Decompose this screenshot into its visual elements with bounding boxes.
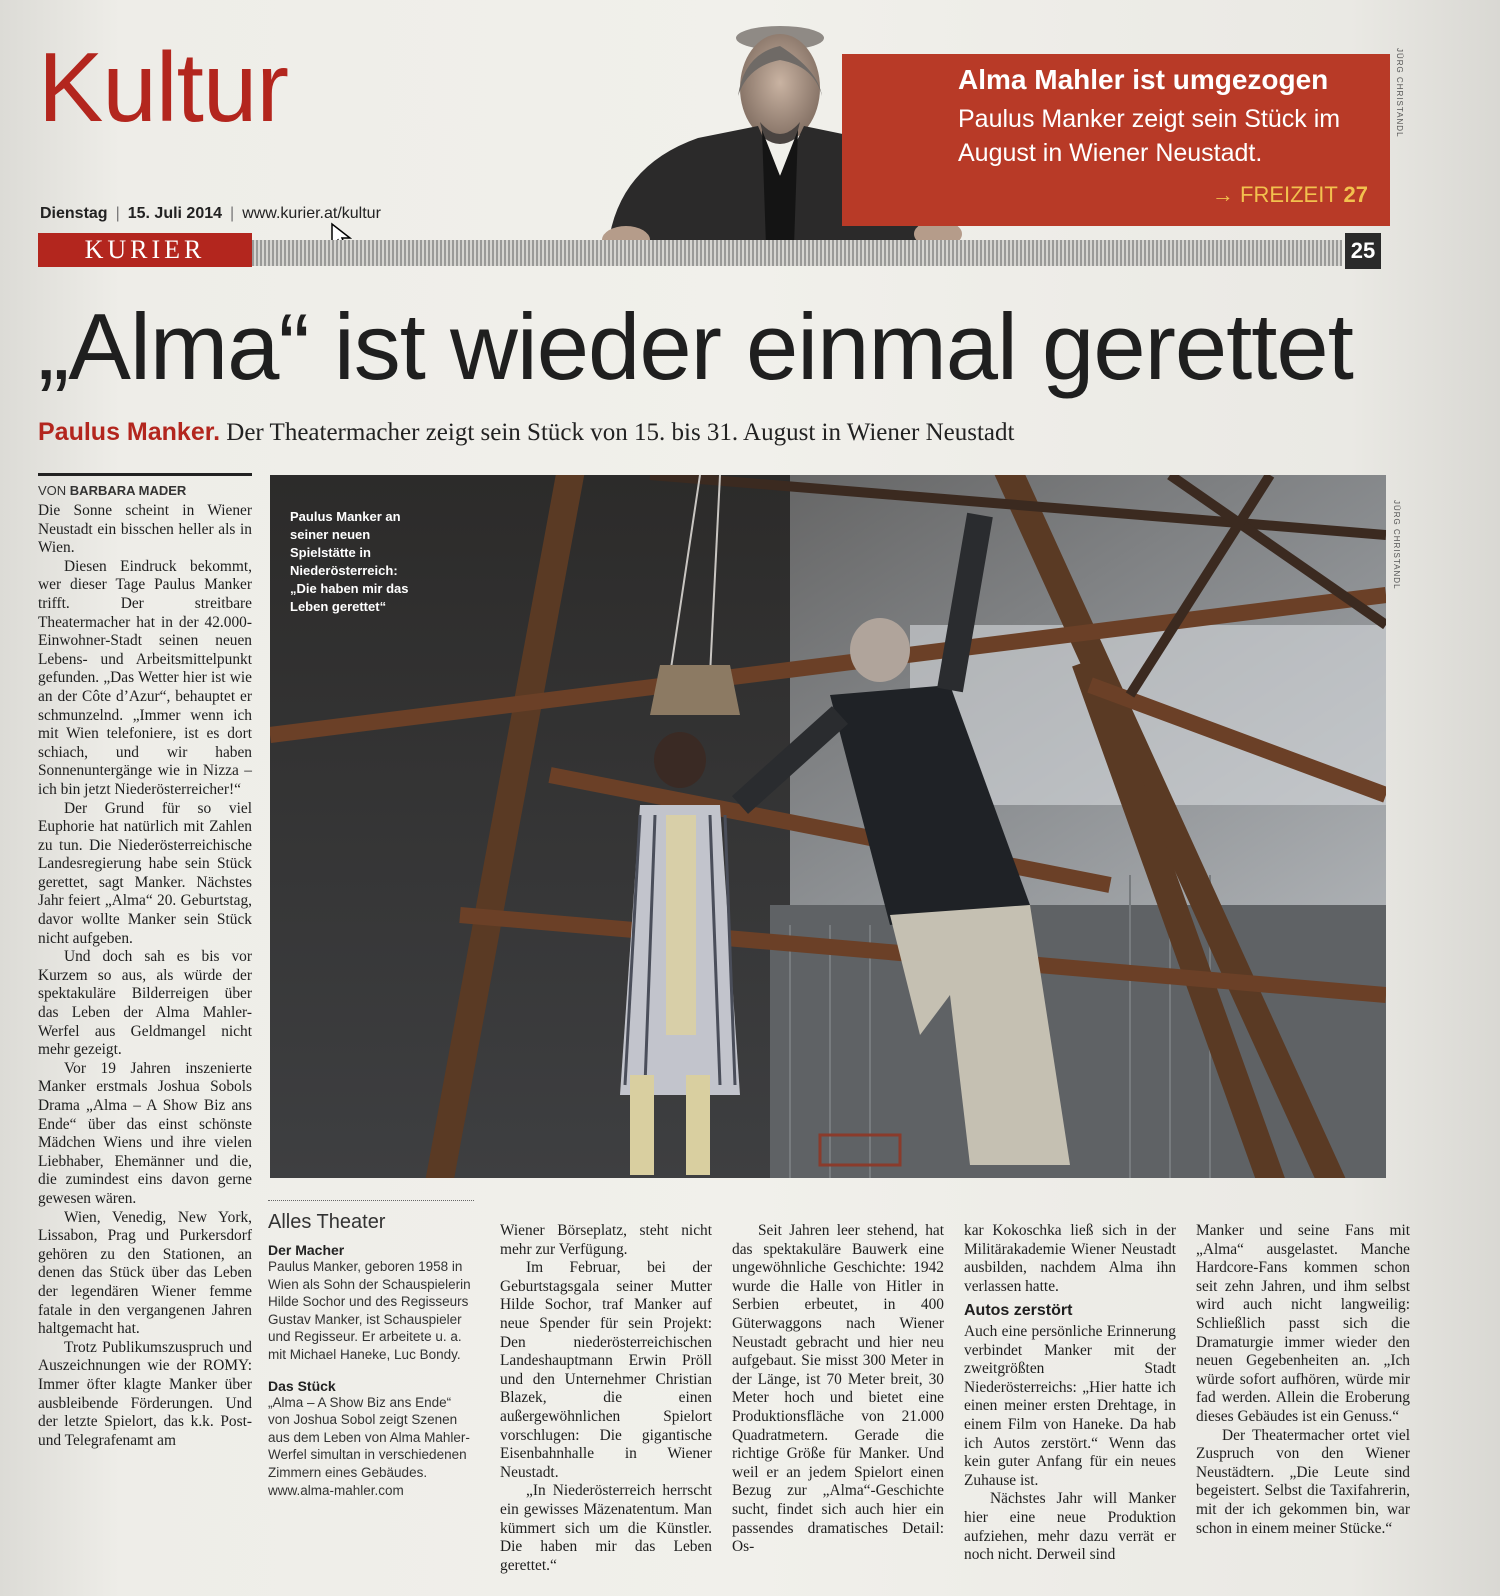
info-box-heading: Das Stück xyxy=(268,1377,336,1394)
paragraph: „In Niederösterreich herrscht ein gewisses Mäzenatentum. Man kümmert sich um die Künstler. Die haben mir das Leben gerettet.“ xyxy=(500,1482,712,1574)
teaser-page-reference[interactable] xyxy=(1212,182,1368,208)
teaser-title: Alma Mahler ist umgezogen xyxy=(958,64,1329,95)
paragraph: Trotz Publikumszuspruch und Auszeichnungen wie der ROMY: Immer öfter klagte Manker über ausbleibende Förderungen. Und der letzte Spielort, das k.k. Post- und Telegrafenamt am xyxy=(38,1338,252,1449)
deck-kicker: Paulus Manker. xyxy=(38,418,221,446)
paragraph: Diesen Eindruck bekommt, wer dieser Tage Paulus Manker trifft. Der streitbare Theatermacher hat in der 42.000-Einwohner-Stadt seinen neuen Lebens- und Arbeitsmittelpunkt gefunden. „Das Wetter hier ist wie an der Côte d’Azur“, behauptet er schmunzelnd. „Immer wenn ich mit Wien telefoniere, ist es dort schiach, und wir haben Sonnenuntergänge wie in Nizza – ich bin jetzt Niederösterreicher!“ xyxy=(38,557,252,798)
info-box-title: Alles Theater xyxy=(268,1211,386,1233)
byline-author: BARBARA MADER xyxy=(69,483,187,498)
separator: | xyxy=(115,205,120,222)
deck xyxy=(38,418,1014,447)
teaser-box[interactable] xyxy=(842,54,1390,226)
paragraph: Wiener Börseplatz, steht nicht mehr zur Verfügung. xyxy=(500,1222,712,1258)
article-column-4 xyxy=(732,1222,944,1557)
paragraph: kar Kokoschka ließ sich in der Militärakademie Wiener Neustadt ausbilden, nachdem Alma ihn verlassen hatte. xyxy=(964,1222,1176,1295)
byline-rule xyxy=(38,473,252,476)
arrow-right-icon: → xyxy=(1211,182,1234,207)
teaser-ref-label: FREIZEIT xyxy=(1240,182,1338,207)
paragraph: Und doch sah es bis vor Kurzem so aus, als würde der spektakuläre Bilderreigen über das Leben der Alma Mahler-Werfel aus Geldmangel nicht mehr gezeigt. xyxy=(38,948,252,1059)
dateline-url-link[interactable]: www.kurier.at/kultur xyxy=(242,205,381,222)
header-rule xyxy=(252,240,1342,266)
brand-logo: KURIER xyxy=(38,233,252,267)
byline xyxy=(38,483,186,498)
info-box xyxy=(268,1200,474,1513)
info-box-text: „Alma – A Show Biz ans Ende“ von Joshua Sobol zeigt Szenen aus dem Leben von Alma Mahler-Werfel simultan in verschiedenen Zimmern eines Gebäudes. www.alma-mahler.com xyxy=(268,1394,470,1498)
photo-credit: JÜRG CHRISTANDL xyxy=(1392,500,1401,590)
headline: „Alma“ ist wieder einmal gerettet xyxy=(38,294,1353,399)
photo-credit: JÜRG CHRISTANDL xyxy=(1395,48,1404,138)
paragraph: Der Grund für so viel Euphorie hat natürlich mit Zahlen zu tun. Die Niederösterreichische Landesregierung habe sein Stück gerettet, sagt Manker. Nächstes Jahr feiert „Alma“ 20. Geburtstag, davor wollte Manker sein Stück nicht aufgeben. xyxy=(38,799,252,947)
dateline xyxy=(40,205,381,223)
paragraph: Manker und seine Fans mit „Alma“ ausgelastet. Manche Hardcore-Fans kommen schon seit zehn Jahren, und ihm selbst wird auch nicht langweilig: Schließlich passt sich die Dramaturgie immer wieder den neuen Gegebenheiten an. „Ich würde sofort aufhören, würde mir fad werden. Allein die Eroberung dieses Gebäudes ist ein Genuss.“ xyxy=(1196,1222,1410,1425)
section-title: Kultur xyxy=(38,32,289,142)
dateline-date: 15. Juli 2014 xyxy=(127,205,223,222)
info-box-text: Paulus Manker, geboren 1958 in Wien als Sohn der Schauspielerin Hilde Sochor und des Regisseurs Gustav Manker, ist Schauspieler und Regisseur. Er arbeitete u. a. mit Michael Haneke, Luc Bondy. xyxy=(268,1259,471,1362)
industrial-hall-image xyxy=(270,475,1386,1178)
paragraph: Wien, Venedig, New York, Lissabon, Prag und Purkersdorf gehören zu den Stationen, an denen das Stück über das Leben der legendären Wiener femme fatale in den vergangenen Jahren haltgemacht hat. xyxy=(38,1208,252,1338)
page-number: 25 xyxy=(1345,233,1381,269)
paragraph: Die Sonne scheint in Wiener Neustadt ein bisschen heller als in Wien. xyxy=(38,502,252,557)
main-photo xyxy=(270,475,1386,1178)
dateline-weekday: Dienstag xyxy=(40,205,108,222)
info-box-heading: Der Macher xyxy=(268,1242,345,1258)
teaser-subtitle: Paulus Manker zeigt sein Stück im August in Wiener Neustadt. xyxy=(958,105,1341,167)
paragraph: Vor 19 Jahren inszenierte Manker erstmals Joshua Sobols Drama „Alma – A Show Biz ans Ende“ über das einst schönste Mädchen Wiens und ihre vielen Liebhaber, Ehemänner und die, die zumindest eins davon gerne gewesen wären. xyxy=(38,1059,252,1207)
paragraph: Auch eine persönliche Erinnerung verbindet Manker mit der zweitgrößten Stadt Niederösterreichs: „Hier hatte ich einen meiner ersten Drehtage, in einem Film von Haneke. Da hab ich Autos zerstört.“ Wenn das kein guter Anfang für ein neues Zuhause ist. xyxy=(964,1322,1176,1489)
teaser-ref-page: 27 xyxy=(1343,182,1368,207)
byline-prefix: VON xyxy=(38,483,67,498)
paragraph: Nächstes Jahr will Manker hier eine neue Produktion aufziehen, mehr dazu verrät er noch nicht. Derweil sind xyxy=(964,1490,1176,1564)
article-column-3 xyxy=(500,1222,712,1575)
separator: | xyxy=(230,205,235,222)
paragraph: Im Februar, bei der Geburtstagsgala seiner Mutter Hilde Sochor, traf Manker auf neue Spender für sein Projekt: Den niederösterreichischen Landeshauptmann Erwin Pröll und den Unternehmer Christian Blazek, die einen außergewöhnlichen Spielort vorschlugen: Die gigantische Eisenbahnhalle in Wiener Neustadt. xyxy=(500,1259,712,1481)
paragraph: Der Theatermacher ortet viel Zuspruch von den Wiener Neustädtern. „Die Leute sind begeistert. Selbst die Taxifahrerin, mit der ich gekommen bin, war schon in einem meiner Stücke.“ xyxy=(1196,1426,1410,1537)
article-column-5 xyxy=(964,1222,1176,1565)
subheading: Autos zerstört xyxy=(964,1302,1073,1320)
article-column-6 xyxy=(1196,1222,1410,1538)
deck-text: Der Theatermacher zeigt sein Stück von 15. bis 31. August in Wiener Neustadt xyxy=(226,419,1015,446)
photo-caption: Paulus Manker an seiner neuen Spielstätte in Niederösterreich: „Die haben mir das Leben gerettet“ xyxy=(290,509,409,614)
paragraph: Seit Jahren leer stehend, hat das spektakuläre Bauwerk eine ungewöhnliche Geschichte: 1942 wurde die Halle von Hitler in Serbien erbeutet, in 400 Güterwaggons nach Wiener Neustadt gebracht und hier neu aufgebaut. Sie misst 300 Meter in der Länge, ist 70 Meter breit, 30 Meter hoch und bietet eine Produktionsfläche von 21.000 Quadratmetern. Gerade die richtige Größe für Manker. Und weil er an jedem Spielort einen Bezug zur „Alma“-Geschichte sucht, findet sich auch hier ein passendes dramatisches Detail: Os- xyxy=(732,1222,944,1556)
article-column-1 xyxy=(38,502,252,1450)
divider xyxy=(268,1200,474,1201)
